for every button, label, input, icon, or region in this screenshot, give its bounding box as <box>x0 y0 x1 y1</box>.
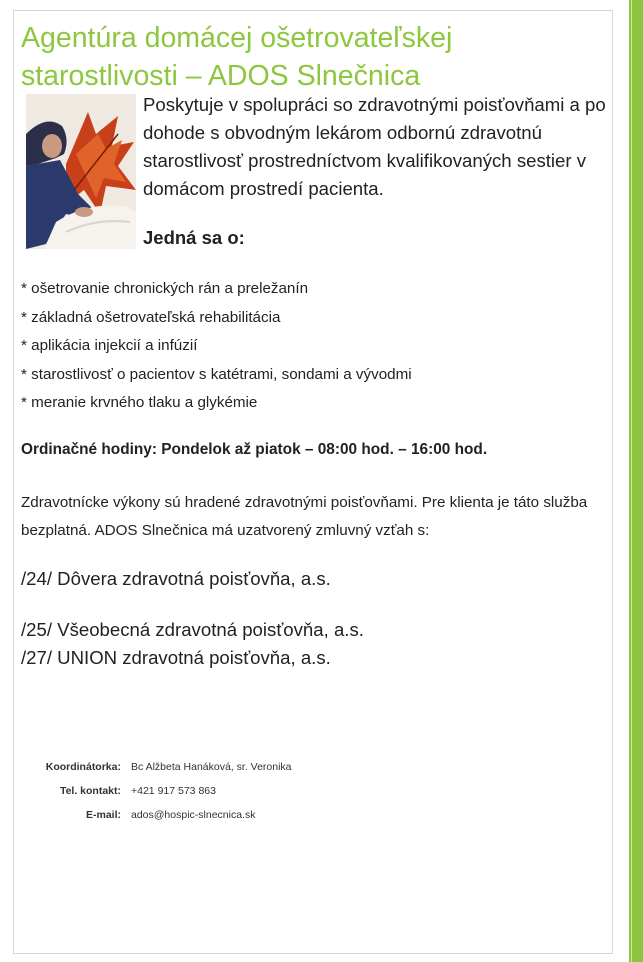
table-row <box>31 779 292 803</box>
services-heading: Jedná sa o: <box>143 227 245 248</box>
email-value: ados@hospic-slnecnica.sk <box>131 809 256 821</box>
intro-text: Poskytuje v spolupráci so zdravotnými poisťovňami a po dohode s obvodným lekárom odbornú zdravotnú starostlivosť prostredníctvom kvalifikovaných sestier v domácom prostredí pacienta. <box>143 94 606 199</box>
insurer-item: /24/ Dôvera zdravotná poisťovňa, a.s. <box>21 568 331 589</box>
right-accent-bar <box>623 0 643 962</box>
list-item: * ošetrovanie chronických rán a preležanín <box>21 275 412 304</box>
coordinator-value: Bc Alžbeta Hanáková, sr. Veronika <box>131 761 292 773</box>
payment-note: Zdravotnícke výkony sú hradené zdravotnými poisťovňami. Pre klienta je táto služba bezplatná. ADOS Slnečnica má uzatvorený zmluvný vzťah s: <box>21 494 588 539</box>
table-row <box>31 803 292 827</box>
services-list <box>21 275 412 418</box>
email-label: E-mail: <box>85 809 121 821</box>
nurse-photo-illustration <box>26 94 136 249</box>
table-row <box>31 755 292 779</box>
contacts-table <box>31 755 292 827</box>
opening-hours: Ordinačné hodiny: Pondelok až piatok – 08:00 hod. – 16:00 hod. <box>21 441 488 458</box>
phone-label: Tel. kontakt: <box>59 785 121 797</box>
green-stripe <box>629 0 643 962</box>
list-item: * starostlivosť o pacientov s katétrami, sondami a vývodmi <box>21 361 412 390</box>
insurer-item: /25/ Všeobecná zdravotná poisťovňa, a.s. <box>21 619 364 640</box>
list-item: * základná ošetrovateľská rehabilitácia <box>21 304 412 333</box>
list-item: * meranie krvného tlaku a glykémie <box>21 389 412 418</box>
content-card <box>13 10 613 954</box>
insurer-item: /27/ UNION zdravotná poisťovňa, a.s. <box>21 647 331 668</box>
phone-value: +421 917 573 863 <box>131 785 216 797</box>
nurse-photo <box>26 94 136 249</box>
coordinator-label: Koordinátorka: <box>45 761 121 773</box>
list-item: * aplikácia injekcií a infúzií <box>21 332 412 361</box>
page-title: Agentúra domácej ošetrovateľskej starostlivosti – ADOS Slnečnica <box>21 22 453 92</box>
